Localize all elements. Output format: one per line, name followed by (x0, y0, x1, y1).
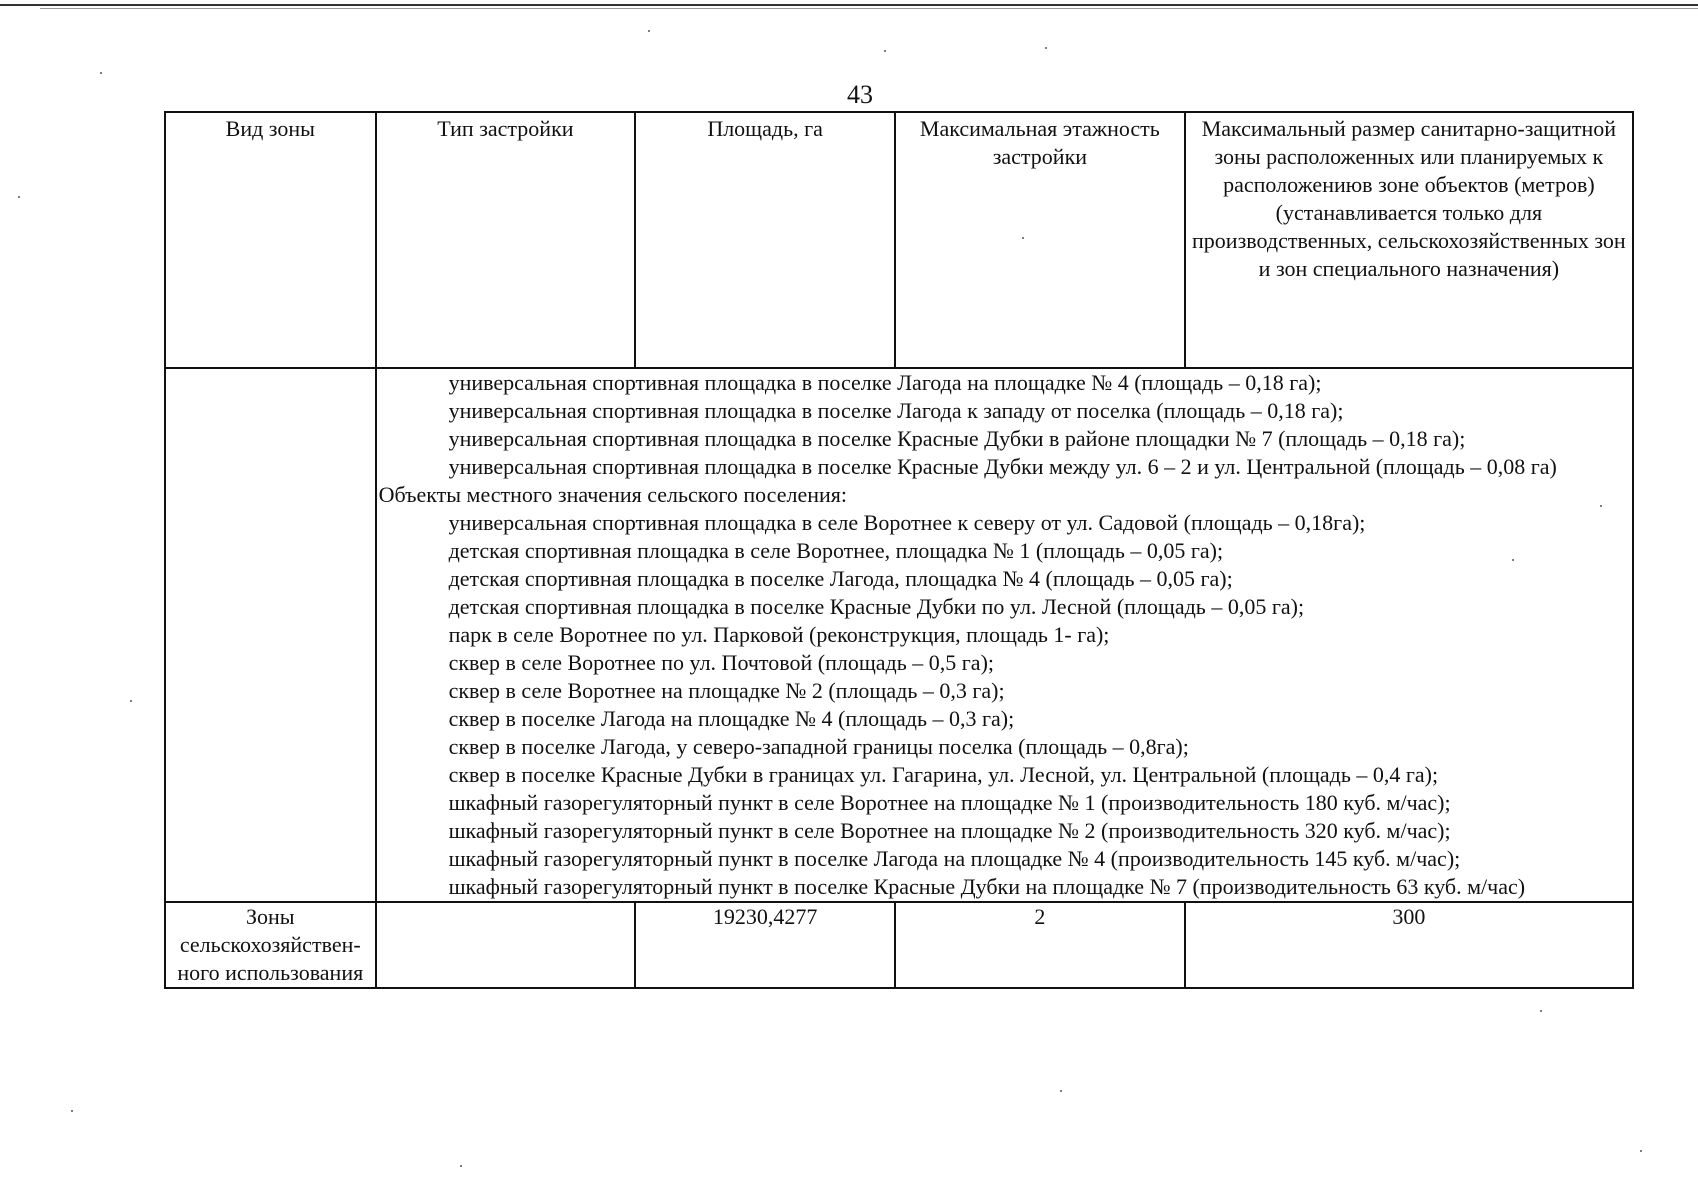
scan-speck (1540, 1010, 1542, 1012)
agri-zone-sanitary: 300 (1185, 902, 1633, 988)
list-item: универсальная спортивная площадка в селе Воротнее к северу от ул. Садовой (площадь – 0,18га); (448, 510, 1366, 535)
local-objects-heading: Объекты местного значения сельского поселения: (378, 482, 847, 507)
list-item: универсальная спортивная площадка в поселке Лагода к западу от поселка (площадь – 0,18 га); (448, 398, 1344, 423)
list-item: шкафный газорегуляторный пункт в поселке Красные Дубки на площадке № 7 (производительность 63 куб. м/час) (448, 874, 1526, 899)
top-scan-border (0, 4, 1698, 6)
list-item: детская спортивная площадка в селе Воротнее, площадка № 1 (площадь – 0,05 га); (448, 538, 1224, 563)
list-item: шкафный газорегуляторный пункт в селе Воротнее на площадке № 2 (производительность 320 куб. м/час); (448, 818, 1451, 843)
scan-speck (1640, 1150, 1642, 1152)
list-item: сквер в поселке Лагода, у северо-западной границы поселка (площадь – 0,8га); (448, 734, 1189, 759)
scan-speck (884, 50, 886, 52)
agri-zone-row (165, 902, 1633, 988)
header-area: Площадь, га (635, 112, 895, 368)
scan-speck (71, 1110, 73, 1112)
list-item: шкафный газорегуляторный пункт в поселке Лагода на площадке № 4 (производительность 145 куб. м/час); (448, 846, 1461, 871)
scan-speck (1060, 1090, 1062, 1092)
list-item: универсальная спортивная площадка в поселке Красные Дубки между ул. 6 – 2 и ул. Центральной (площадь – 0,08 га) (448, 454, 1557, 479)
agri-zone-floors: 2 (895, 902, 1185, 988)
scan-speck (460, 1165, 462, 1167)
scan-speck (1045, 47, 1047, 49)
header-building-type: Тип застройки (376, 112, 636, 368)
objects-row (165, 368, 1633, 902)
top-scan-border-thin (40, 8, 1698, 9)
list-item: детская спортивная площадка в поселке Красные Дубки по ул. Лесной (площадь – 0,05 га); (448, 594, 1305, 619)
list-item: сквер в поселке Красные Дубки в границах ул. Гагарина, ул. Лесной, ул. Центральной (площадь – 0,4 га); (448, 762, 1439, 787)
agri-zone-type (376, 902, 636, 988)
list-item: детская спортивная площадка в поселке Лагода, площадка № 4 (площадь – 0,05 га); (448, 566, 1233, 591)
zones-table (164, 111, 1634, 989)
objects-list-cell (376, 368, 1633, 902)
list-item: сквер в поселке Лагода на площадке № 4 (площадь – 0,3 га); (448, 706, 1015, 731)
list-item: универсальная спортивная площадка в поселке Лагода на площадке № 4 (площадь – 0,18 га); (448, 370, 1322, 395)
agri-zone-name: Зоны сельскохозяйствен-ного использования (165, 902, 376, 988)
scan-speck (1022, 237, 1024, 239)
page-number: 43 (847, 80, 873, 109)
scan-speck (648, 30, 650, 32)
scan-speck (18, 196, 20, 198)
list-item: парк в селе Воротнее по ул. Парковой (реконструкция, площадь 1- га); (448, 622, 1110, 647)
scan-speck (100, 72, 102, 74)
scan-speck (130, 700, 132, 702)
scan-speck (1600, 505, 1602, 507)
header-row (165, 112, 1633, 368)
list-item: универсальная спортивная площадка в поселке Красные Дубки в районе площадки № 7 (площадь – 0,18 га); (448, 426, 1466, 451)
scan-speck (1512, 559, 1514, 561)
header-sanitary-zone: Максимальный размер санитарно-защитной зоны расположенных или планируемых к расположениюв зоне объектов (метров) (устанавливается только для производственных, сельскохозяйственных зон и зон специального назначения) (1185, 112, 1633, 368)
empty-zone-cell (165, 368, 376, 902)
list-item: сквер в селе Воротнее на площадке № 2 (площадь – 0,3 га); (448, 678, 1005, 703)
header-max-floors: Максимальная этажность застройки (895, 112, 1185, 368)
list-item: сквер в селе Воротнее по ул. Почтовой (площадь – 0,5 га); (448, 650, 995, 675)
agri-zone-area: 19230,4277 (635, 902, 895, 988)
list-item: шкафный газорегуляторный пункт в селе Воротнее на площадке № 1 (производительность 180 куб. м/час); (448, 790, 1451, 815)
header-zone-kind: Вид зоны (165, 112, 376, 368)
